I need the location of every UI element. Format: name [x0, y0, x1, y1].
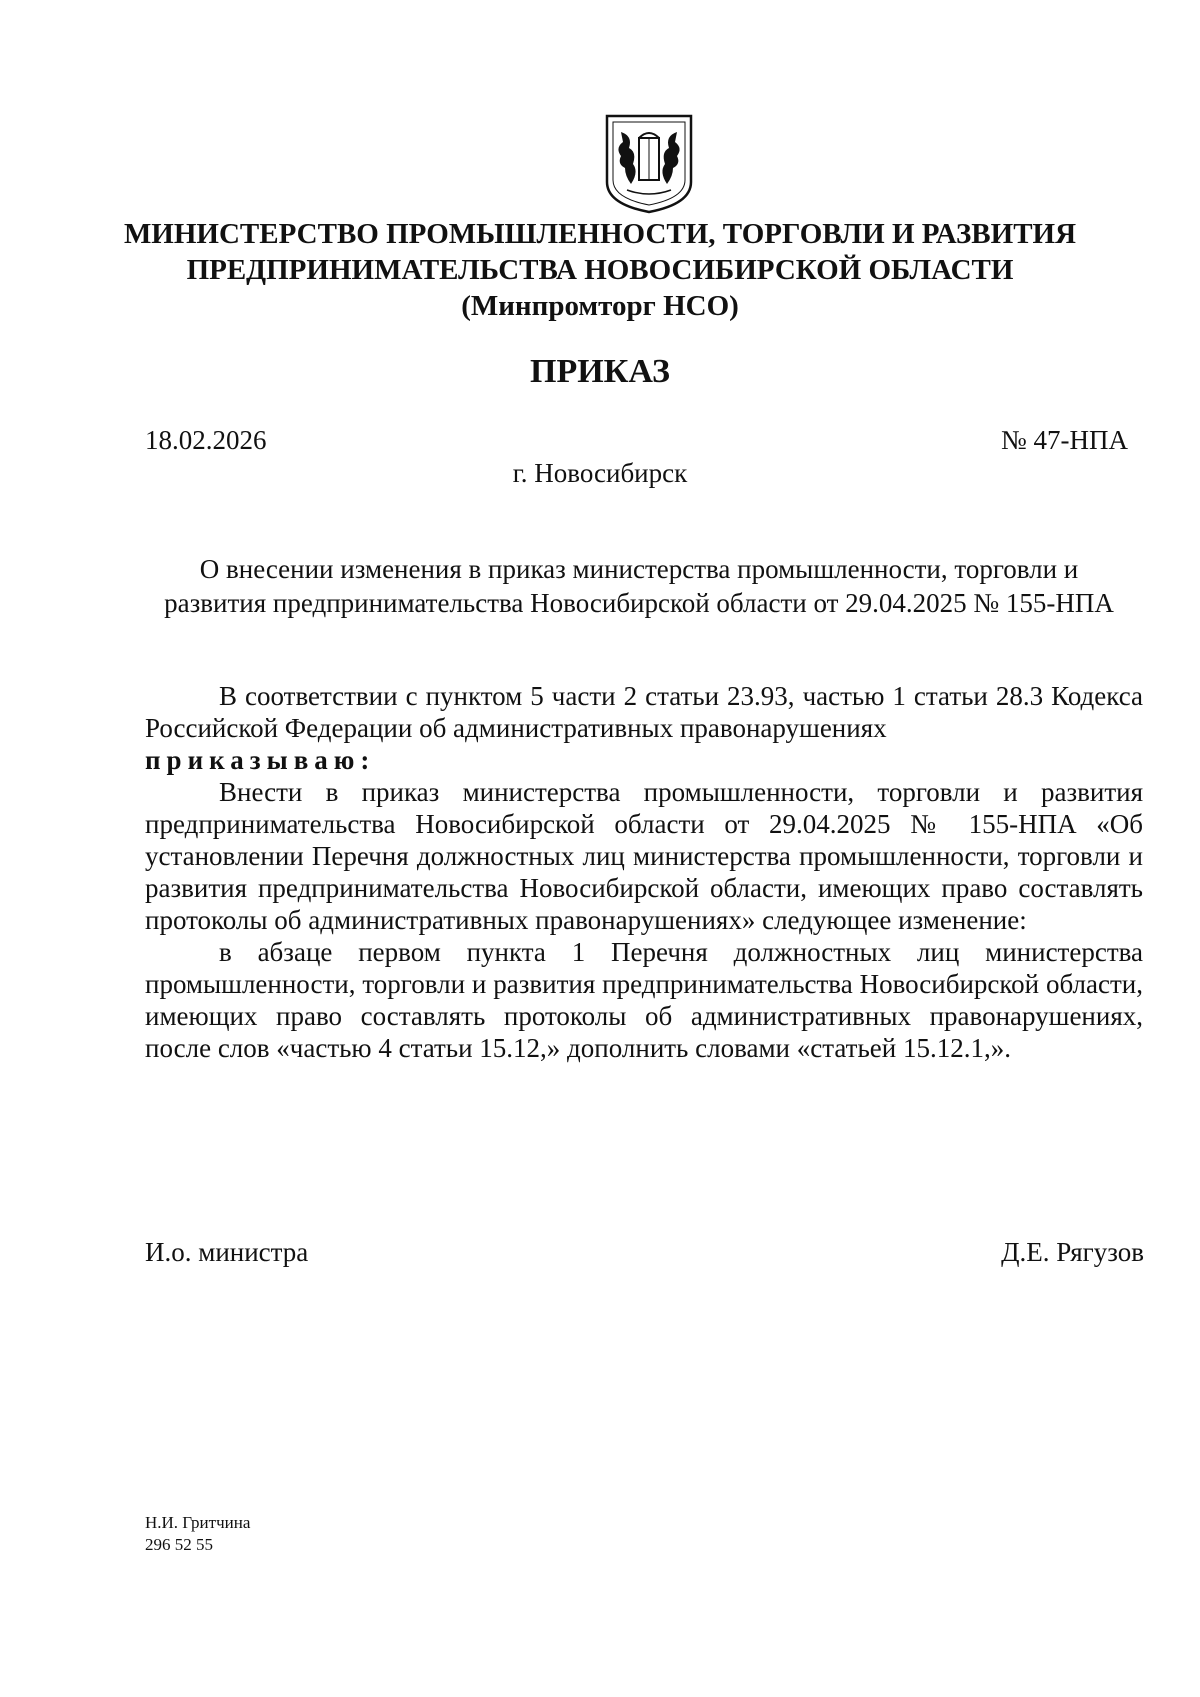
executor-phone: 296 52 55	[145, 1535, 213, 1554]
document-number: № 47-НПА	[1001, 425, 1128, 455]
document-subject	[145, 552, 1133, 620]
body-paragraph-change: в абзаце первом пункта 1 Перечня должностных лиц министерства промышленности, торговли и развития предпринимательства Новосибирской области, имеющих право составлять протоколы об административных правонарушениях, после слов «частью 4 статьи 15.12,» дополнить словами «статьей 15.12.1,».	[145, 937, 1143, 1063]
body-paragraph-amendment: Внести в приказ министерства промышленности, торговли и развития предпринимательства Новосибирской области от 29.04.2025 № 155-НПА «Об установлении Перечня должностных лиц министерства промышленности, торговли и развития предпринимательства Новосибирской области, имеющих право составлять протоколы об административных правонарушениях» следующее изменение:	[145, 777, 1143, 935]
executor-name: Н.И. Гритчина	[145, 1513, 251, 1532]
executor-block	[145, 1512, 250, 1556]
document-date: 18.02.2026	[145, 425, 267, 455]
subject-line-2: развития предпринимательства Новосибирской области от 29.04.2025 № 155-НПА	[164, 588, 1114, 618]
ministry-name-line-2: ПРЕДПРИНИМАТЕЛЬСТВА НОВОСИБИРСКОЙ ОБЛАСТИ	[186, 254, 1014, 286]
document-city: г. Новосибирск	[512, 458, 688, 488]
document-body	[145, 680, 1143, 1064]
body-paragraph-basis: В соответствии с пунктом 5 части 2 статьи 23.93, частью 1 статьи 28.3 Кодекса Российской Федерации об административных правонарушениях	[145, 681, 1143, 743]
document-type: ПРИКАЗ	[530, 353, 670, 390]
signatory-position: И.о. министра	[145, 1237, 309, 1267]
coat-of-arms-icon	[603, 112, 695, 216]
order-word: приказываю:	[145, 745, 376, 775]
ministry-short-name: (Минпромторг НСО)	[461, 290, 739, 322]
subject-line-1: О внесении изменения в приказ министерства промышленности, торговли и	[199, 554, 1079, 584]
ministry-name-line-1: МИНИСТЕРСТВО ПРОМЫШЛЕННОСТИ, ТОРГОВЛИ И РАЗВИТИЯ	[123, 218, 1077, 250]
signatory-name: Д.Е. Рягузов	[1001, 1237, 1144, 1267]
